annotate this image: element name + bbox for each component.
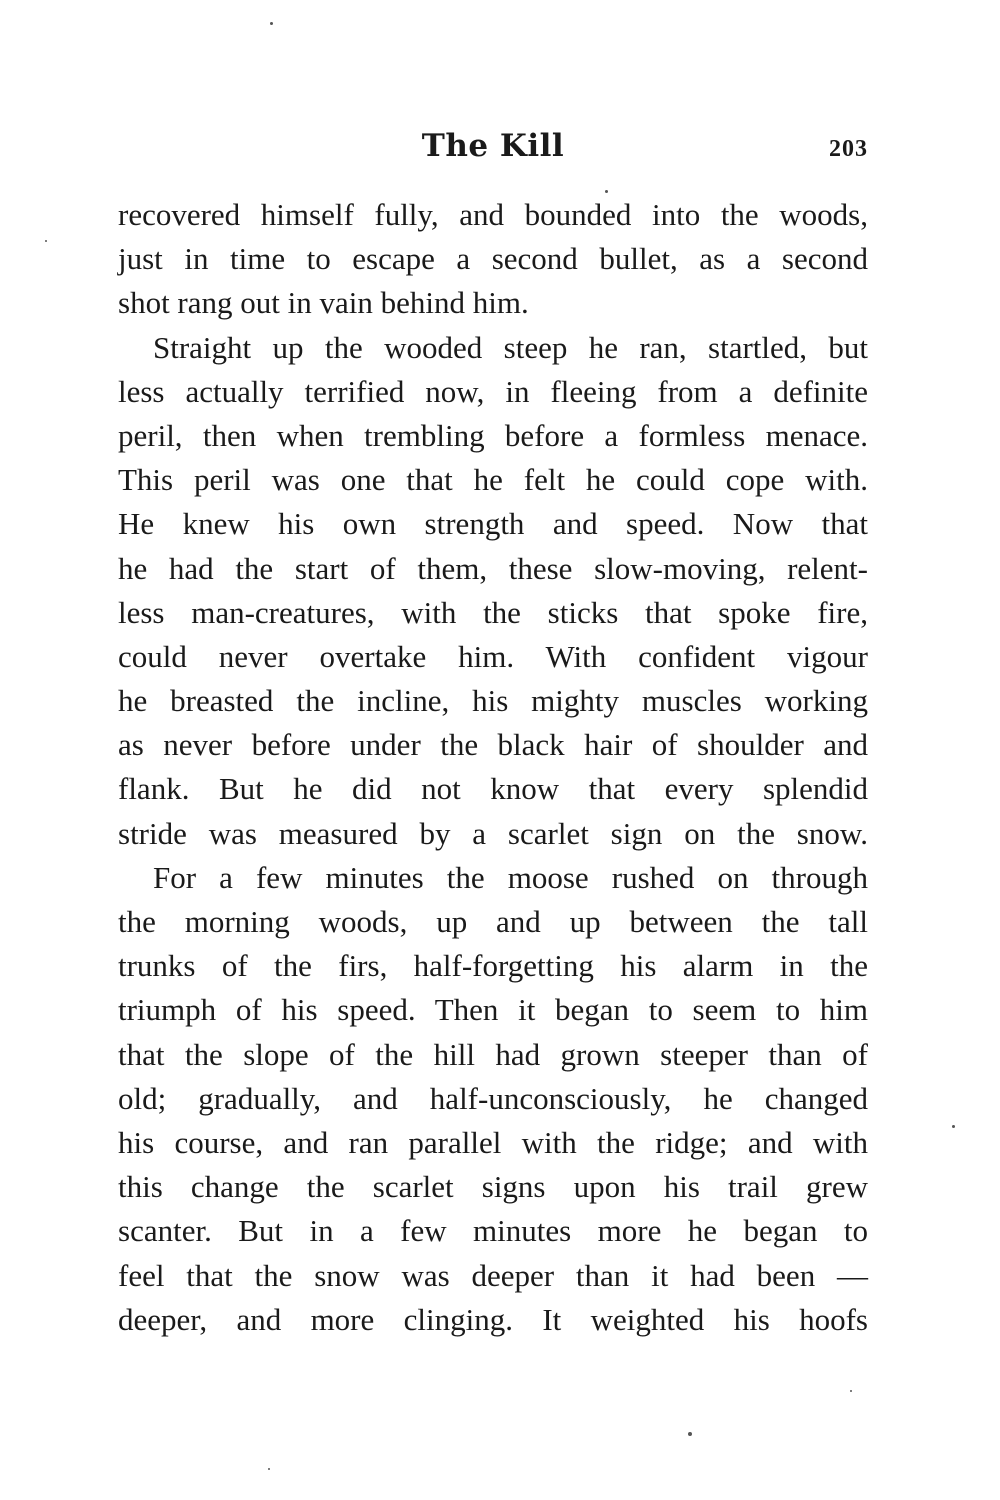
text-line: less actually terrified now, in fleeing from a definite [118, 373, 868, 409]
running-head [118, 128, 868, 172]
running-title: The Kill [421, 128, 565, 164]
text-line: the morning woods, up and up between the tall [118, 904, 868, 939]
text-line: For a few minutes the moose rushed on through [153, 859, 868, 895]
text-line: peril, then when trembling before a formless menace. [118, 417, 868, 453]
scan-speck [268, 1468, 270, 1470]
text-line: deeper, and more clinging. It weighted his hoofs [118, 1301, 868, 1337]
text-line: recovered himself fully, and bounded into the woods, [118, 197, 868, 232]
scan-speck [688, 1432, 692, 1436]
text-line: feel that the snow was deeper than it had been — [118, 1257, 868, 1293]
text-line: shot rang out in vain behind him. [118, 285, 529, 321]
text-line: he had the start of them, these slow-moving, relent- [118, 550, 868, 586]
paragraph-2 [118, 326, 868, 856]
text-line: he breasted the incline, his mighty muscles working [118, 683, 868, 719]
paragraph-1 [118, 193, 868, 326]
body-text [118, 193, 868, 1342]
text-line: He knew his own strength and speed. Now that [118, 506, 868, 542]
text-line: Straight up the wooded steep he ran, startled, but [153, 329, 868, 365]
scan-speck [270, 22, 273, 25]
text-line: could never overtake him. With confident vigour [118, 638, 868, 674]
text-line: triumph of his speed. Then it began to seem to him [118, 992, 868, 1028]
page-number: 203 [829, 136, 868, 162]
scan-speck [850, 1390, 852, 1392]
text-line: scanter. But in a few minutes more he began to [118, 1213, 868, 1249]
text-line: flank. But he did not know that every splendid [118, 771, 868, 807]
scan-speck [952, 1125, 955, 1128]
text-line: as never before under the black hair of shoulder and [118, 727, 868, 763]
scan-speck [45, 240, 47, 242]
paragraph-3 [118, 856, 868, 1342]
text-line: This peril was one that he felt he could cope with. [118, 462, 868, 498]
text-line: that the slope of the hill had grown steeper than of [118, 1036, 868, 1072]
text-line: less man-creatures, with the sticks that spoke fire, [118, 594, 868, 630]
text-line: his course, and ran parallel with the ridge; and with [118, 1124, 868, 1160]
text-line: old; gradually, and half-unconsciously, he changed [118, 1080, 868, 1116]
text-line: trunks of the firs, half-forgetting his alarm in the [118, 948, 868, 984]
text-line: stride was measured by a scarlet sign on the snow. [118, 815, 868, 851]
text-line: this change the scarlet signs upon his trail grew [118, 1169, 868, 1205]
text-line: just in time to escape a second bullet, as a second [118, 241, 868, 277]
scan-speck [605, 190, 608, 193]
